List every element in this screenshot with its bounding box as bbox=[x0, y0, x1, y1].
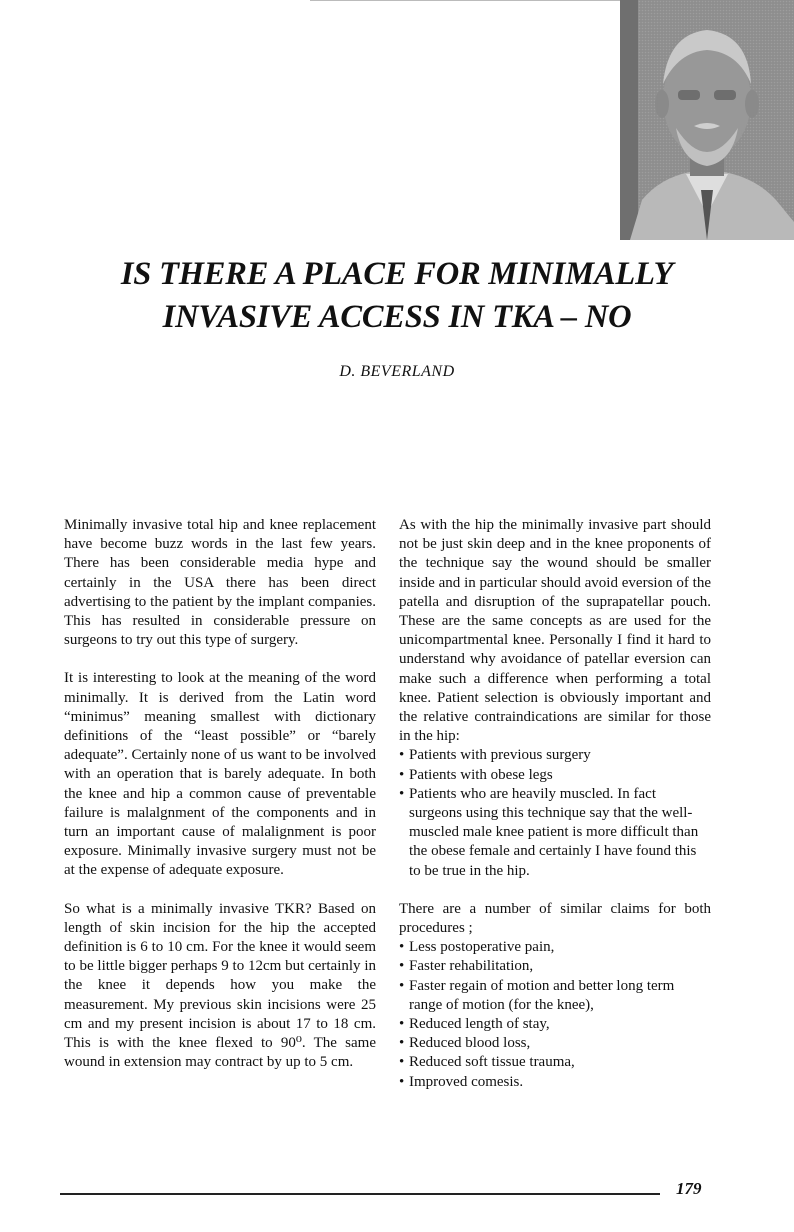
list-item: • Reduced soft tissue trauma, bbox=[399, 1053, 711, 1072]
list-item: • Patients who are heavily muscled. In fact surgeons using this technique say that the well-muscled male knee patient is more difficult than the obese female and certainly I have found this to be true in the hip. bbox=[399, 785, 711, 881]
author-portrait-photo bbox=[620, 0, 794, 240]
list-item: • Faster regain of motion and better long term range of motion (for the knee), bbox=[399, 977, 711, 1015]
paragraph: Minimally invasive total hip and knee replacement have become buzz words in the last few years. There has been considerable media hype and certainly in the USA there has been direct advertising to the patient by the implant companies. This has resulted in considerable pressure on surgeons to try out this type of surgery. bbox=[64, 517, 376, 649]
author-name: D. BEVERLAND bbox=[339, 363, 455, 380]
title-line-1: IS THERE A PLACE FOR MINIMALLY bbox=[120, 256, 674, 292]
list-item: • Reduced length of stay, bbox=[399, 1015, 711, 1034]
list-item: • Less postoperative pain, bbox=[399, 938, 711, 957]
title-line-2: INVASIVE ACCESS IN TKA – NO bbox=[162, 299, 632, 335]
right-column bbox=[399, 516, 711, 1111]
paragraph: As with the hip the minimally invasive part should not be just skin deep and in the knee proponents of the technique say the wound should be smaller inside and in particular should avoid eversion of the patella and disruption of the suprapatellar pouch. These are the same concepts as are used for the unicompartmental knee. Personally I find it hard to understand why avoidance of patellar eversion can make such a difference when performing a total knee. Patient selection is obviously important and the relative contraindications are similar for those in the hip: bbox=[399, 517, 711, 745]
contraindications-list bbox=[399, 746, 711, 880]
list-item: • Patients with previous surgery bbox=[399, 746, 711, 765]
paragraph: It is interesting to look at the meaning of the word minimally. It is derived from the Latin word “minimus” meaning smallest with dictionary definitions of the “least possible” or “barely adequate”. Certainly none of us want to be involved with an operation that is barely adequate. In both the knee and hip a common cause of preventable failure is malalgnment of the components and in turn an important cause of malalignment is poor exposure. Minimally invasive surgery must not be at the expense of adequate exposure. bbox=[64, 670, 376, 879]
paragraph: There are a number of similar claims for both procedures ; bbox=[399, 900, 711, 937]
top-rule bbox=[310, 0, 620, 1]
article-title bbox=[60, 253, 734, 339]
list-item: • Faster rehabilitation, bbox=[399, 957, 711, 976]
page-number: 179 bbox=[676, 1179, 702, 1198]
claims-list bbox=[399, 938, 711, 1092]
list-item: • Reduced blood loss, bbox=[399, 1034, 711, 1053]
footer-rule bbox=[60, 1193, 660, 1195]
list-item: • Patients with obese legs bbox=[399, 766, 711, 785]
left-column bbox=[64, 516, 376, 1091]
list-item: • Improved comesis. bbox=[399, 1073, 711, 1092]
paragraph: So what is a minimally invasive TKR? Based on length of skin incision for the hip the accepted definition is 6 to 10 cm. For the knee it would seem to be little bigger perhaps 9 to 12cm but certainly in the knee it depends how you make the measurement. My previous skin incisions were 25 cm and my present incision is about 17 to 18 cm. This is with the knee flexed to 90⁰. The same wound in extension may contract by up to 5 cm. bbox=[64, 900, 376, 1071]
